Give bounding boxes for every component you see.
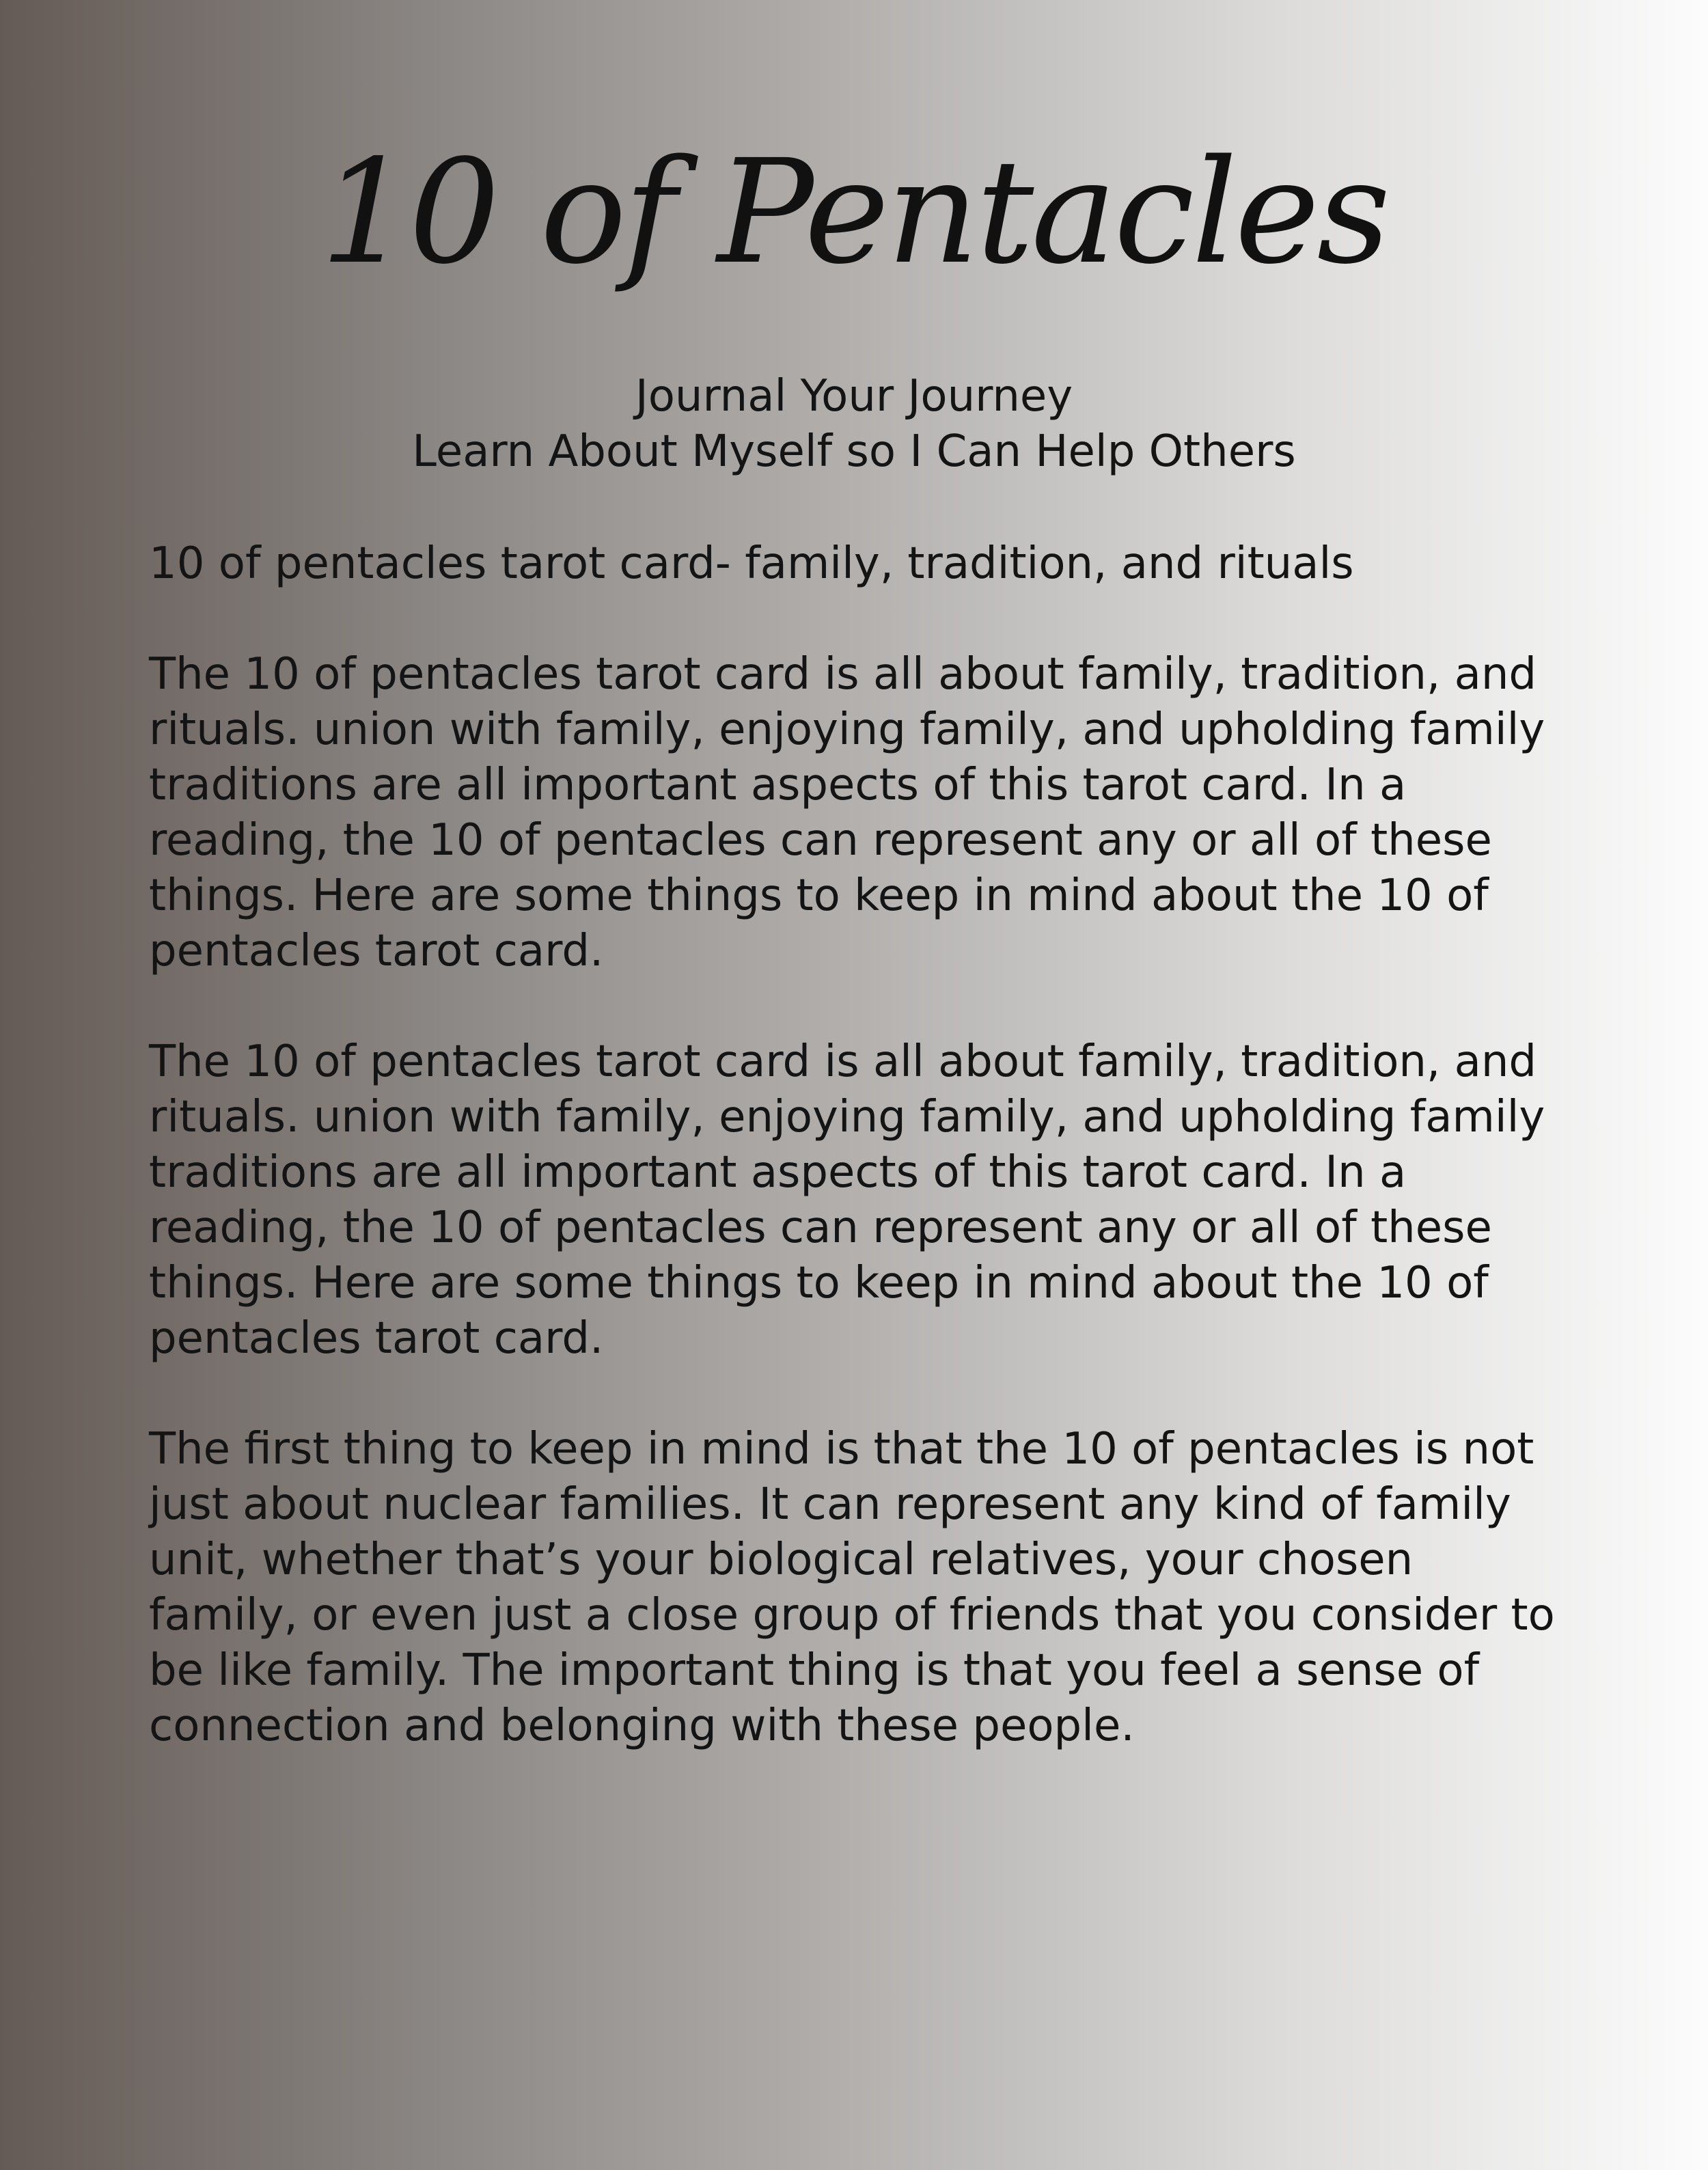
paragraph-3: The first thing to keep in mind is that the 10 of pentacles is not just about nuclear families. It can represent any kind of family unit, whether that’s your biological relatives, your chosen family, or even just a close group of friends that you consider to be like family. The important thing is that you feel a sense of connection and belonging with these people. (149, 1424, 1555, 1751)
body-content (149, 536, 1570, 1809)
subtitle-line-1: Journal Your Journey (635, 371, 1073, 422)
page-title: 10 of Pentacles (320, 128, 1388, 296)
paragraph-2: The 10 of pentacles tarot card is all about family, tradition, and rituals. union with family, enjoying family, and upholding family traditions are all important aspects of this tarot card. In a reading, the 10 of pentacles can represent any or all of these things. Here are some things to keep in mind about the 10 of pentacles tarot card. (149, 1036, 1545, 1364)
section-heading: 10 of pentacles tarot card- family, tradition, and rituals (149, 538, 1354, 589)
paragraph-1: The 10 of pentacles tarot card is all about family, tradition, and rituals. union with family, enjoying family, and upholding family traditions are all important aspects of this tarot card. In a reading, the 10 of pentacles can represent any or all of these things. Here are some things to keep in mind about the 10 of pentacles tarot card. (149, 649, 1545, 976)
subtitle-line-2: Learn About Myself so I Can Help Others (412, 426, 1296, 477)
subtitle-block (0, 369, 1708, 480)
